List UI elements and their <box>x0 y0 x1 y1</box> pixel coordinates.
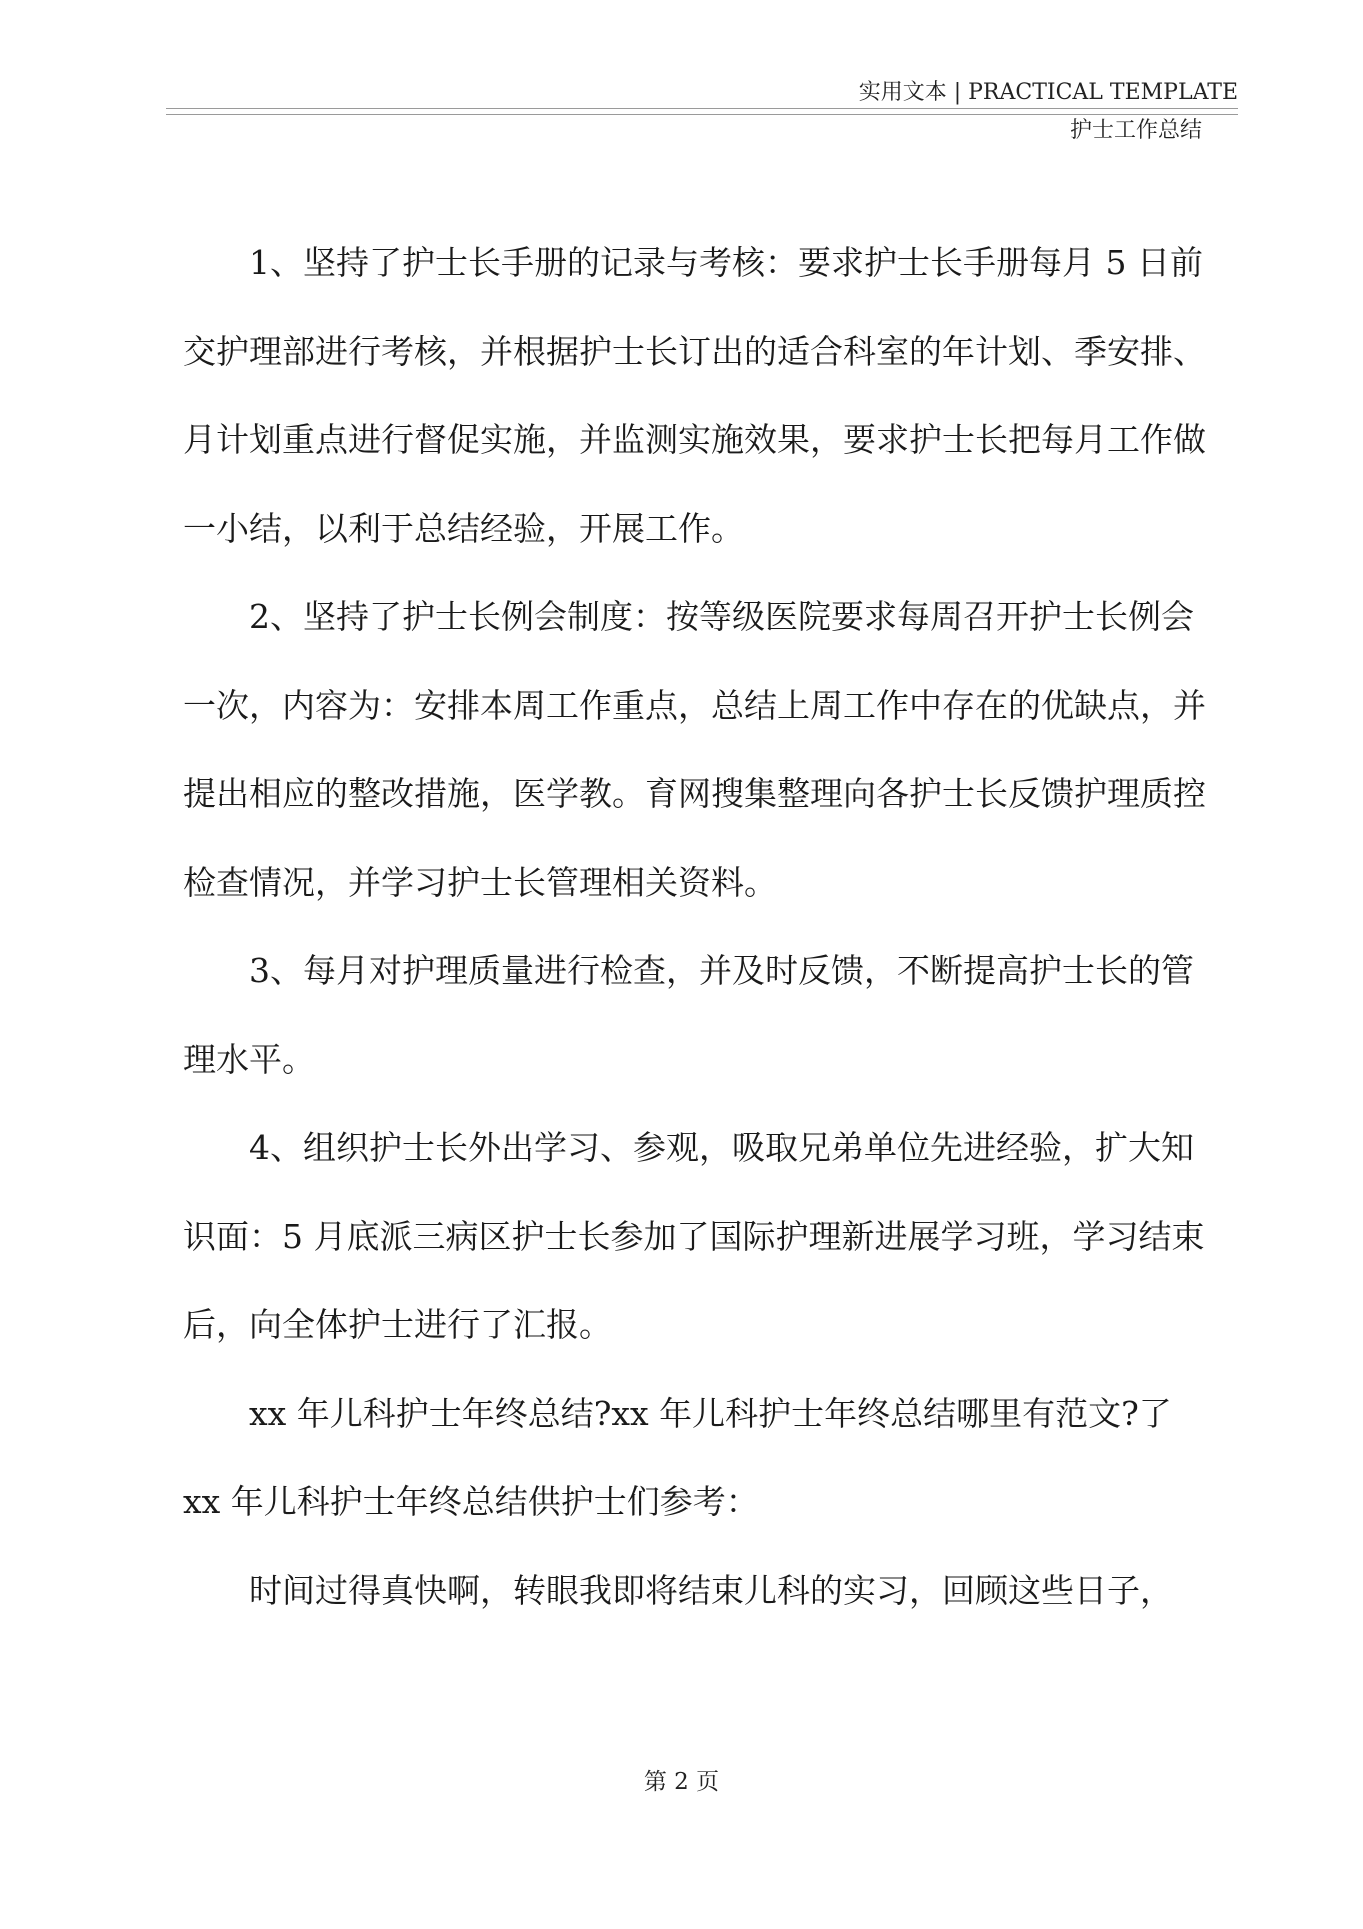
paragraph-1: 1、坚持了护士长手册的记录与考核：要求护士长手册每月 5 日前交护理部进行考核，并根据护士长订出的适合科室的年计划、季安排、月计划重点进行督促实施，并监测实施效果，要求护士长把每月工作做一小结，以利于总结经验，开展工作。 <box>183 243 1206 548</box>
header-divider <box>166 108 1238 115</box>
paragraph-4: 4、组织护士长外出学习、参观，吸取兄弟单位先进经验，扩大知识面：5 月底派三病区护士长参加了国际护理新进展学习班，学习结束后，向全体护士进行了汇报。 <box>183 1128 1205 1344</box>
paragraph-5: xx 年儿科护士年终总结?xx 年儿科护士年终总结哪里有范文?了xx 年儿科护士年终总结供护士们参考： <box>183 1393 1172 1521</box>
header-brand: 实用文本 | PRACTICAL TEMPLATE <box>858 80 1238 105</box>
paragraph-3: 3、每月对护理质量进行检查，并及时反馈，不断提高护士长的管理水平。 <box>183 951 1194 1079</box>
paragraph-6: 时间过得真快啊，转眼我即将结束儿科的实习，回顾这些日子， <box>249 1570 1173 1610</box>
header-subtitle: 护士工作总结 <box>1069 118 1202 143</box>
paragraph-2: 2、坚持了护士长例会制度：按等级医院要求每周召开护士长例会一次，内容为：安排本周工作重点，总结上周工作中存在的优缺点，并提出相应的整改措施，医学教。育网搜集整理向各护士长反馈护理质控检查情况，并学习护士长管理相关资料。 <box>183 597 1206 902</box>
page-number: 第 2 页 <box>643 1769 720 1795</box>
document-body <box>183 219 1208 1635</box>
